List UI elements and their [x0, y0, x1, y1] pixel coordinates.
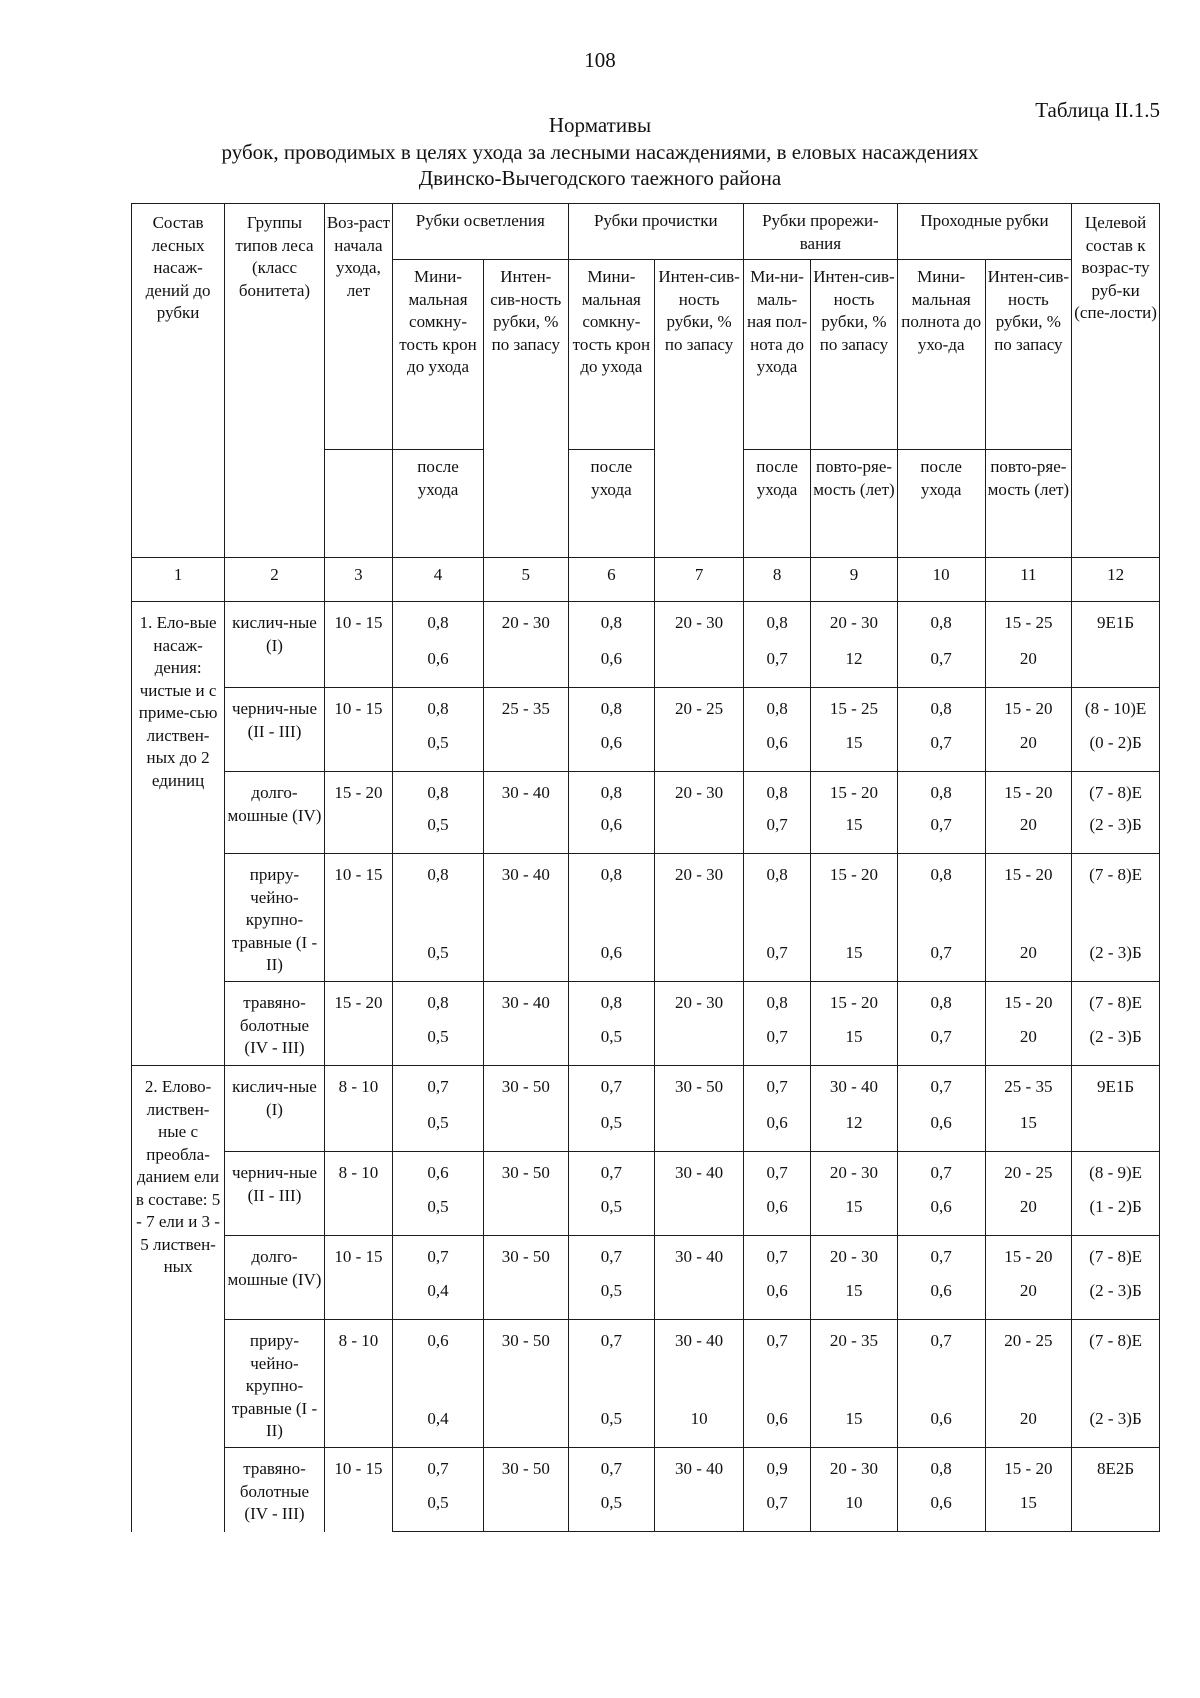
min-density-thinning-after-value: 0,6: [744, 1110, 811, 1152]
min-closure-clearing-value: 0,6: [393, 1152, 484, 1194]
intensity-passage-value: 20 - 25: [985, 1152, 1072, 1194]
header-composition: Состав лесных насаж-дений до рубки: [132, 204, 225, 558]
header-min-closure-cleaning: Мини-мальная сомкну-тость крон до ухода: [568, 260, 655, 450]
column-number: 10: [897, 558, 985, 602]
min-closure-cleaning-after-value: 0,5: [568, 1110, 655, 1152]
forest-type-cell: травяно-болотные (IV - III): [225, 1448, 325, 1532]
min-closure-clearing-value: 0,7: [393, 1236, 484, 1278]
target-composition-value: (7 - 8)Е: [1072, 982, 1160, 1024]
column-numbers-row: [132, 558, 1160, 602]
header-start-age-cont: [324, 450, 392, 558]
intensity-passage-after-value: 20: [985, 1194, 1072, 1236]
min-density-thinning-after-value: 0,7: [744, 940, 811, 982]
min-density-thinning-value: 0,7: [744, 1236, 811, 1278]
intensity-clearing-after-value: [484, 940, 569, 982]
forest-type-cell: чернич-ные (II - III): [225, 688, 325, 772]
header-min-density-thinning: Ми-ни-маль-ная пол-нота до ухода: [744, 260, 811, 450]
min-closure-clearing-after-value: 0,5: [393, 1024, 484, 1066]
start-age-cell: 10 - 15: [324, 1236, 392, 1320]
intensity-cleaning-value: 30 - 40: [655, 1320, 744, 1406]
min-closure-cleaning-after-value: 0,6: [568, 812, 655, 854]
intensity-cleaning-after-value: 10: [655, 1406, 744, 1448]
intensity-passage-value: 25 - 35: [985, 1066, 1072, 1110]
target-composition-after-value: (2 - 3)Б: [1072, 1406, 1160, 1448]
table-row: [132, 602, 1160, 646]
intensity-passage-value: 15 - 20: [985, 772, 1072, 812]
header-target-composition: Целевой состав к возрас-ту руб-ки (спе-лости): [1072, 204, 1160, 558]
header-start-age: Воз-раст начала ухода, лет: [324, 204, 392, 450]
page-number: 108: [584, 48, 616, 72]
forest-type-cell: долго-мошные (IV): [225, 1236, 325, 1320]
min-closure-cleaning-value: 0,8: [568, 772, 655, 812]
min-density-passage-value: 0,7: [897, 1152, 985, 1194]
intensity-cleaning-value: 20 - 30: [655, 602, 744, 646]
forest-type-cell: прирy-чейно-крупно-травные (I - II): [225, 854, 325, 982]
min-closure-clearing-after-value: 0,5: [393, 1110, 484, 1152]
intensity-thinning-value: 20 - 30: [811, 1236, 898, 1278]
intensity-passage-value: 15 - 20: [985, 688, 1072, 730]
intensity-clearing-value: 20 - 30: [484, 602, 569, 646]
min-closure-clearing-after-value: 0,5: [393, 1194, 484, 1236]
min-density-passage-after-value: 0,7: [897, 940, 985, 982]
column-number: 4: [393, 558, 484, 602]
intensity-clearing-after-value: [484, 730, 569, 772]
intensity-thinning-value: 20 - 30: [811, 1152, 898, 1194]
intensity-thinning-after-value: 15: [811, 940, 898, 982]
target-composition-after-value: (2 - 3)Б: [1072, 940, 1160, 982]
intensity-clearing-value: 30 - 40: [484, 772, 569, 812]
header-repeat-thinning: повто-ряе-мость (лет): [811, 450, 898, 558]
min-density-thinning-value: 0,7: [744, 1320, 811, 1406]
header-repeat-passage: повто-ряе-мость (лет): [985, 450, 1072, 558]
header-cleaning-cuts: Рубки прочистки: [568, 204, 743, 260]
header-after-care-clearing: после ухода: [393, 450, 484, 558]
header-min-density-passage: Мини-мальная полнота до ухо-да: [897, 260, 985, 450]
min-density-thinning-value: 0,7: [744, 1152, 811, 1194]
column-number: 3: [324, 558, 392, 602]
column-number: 7: [655, 558, 744, 602]
min-closure-clearing-after-value: 0,5: [393, 812, 484, 854]
table-row: [132, 1066, 1160, 1110]
min-density-passage-after-value: 0,6: [897, 1110, 985, 1152]
min-closure-clearing-value: 0,7: [393, 1448, 484, 1490]
header-clearing-cuts: Рубки осветления: [393, 204, 568, 260]
intensity-passage-value: 15 - 20: [985, 1236, 1072, 1278]
intensity-thinning-after-value: 15: [811, 730, 898, 772]
min-density-thinning-value: 0,8: [744, 772, 811, 812]
table-row: [132, 772, 1160, 812]
min-closure-cleaning-value: 0,8: [568, 688, 655, 730]
intensity-cleaning-after-value: [655, 1024, 744, 1066]
header-intensity-thinning: Интен-сив-ность рубки, % по запасу: [811, 260, 898, 450]
intensity-cleaning-value: 20 - 30: [655, 772, 744, 812]
table-header: [132, 204, 1160, 602]
min-density-thinning-after-value: 0,6: [744, 1278, 811, 1320]
min-density-passage-after-value: 0,6: [897, 1278, 985, 1320]
start-age-cell: 15 - 20: [324, 982, 392, 1066]
intensity-clearing-value: 30 - 50: [484, 1236, 569, 1278]
min-closure-cleaning-value: 0,7: [568, 1448, 655, 1490]
column-number: 12: [1072, 558, 1160, 602]
intensity-thinning-value: 15 - 20: [811, 982, 898, 1024]
min-density-passage-after-value: 0,7: [897, 1024, 985, 1066]
intensity-thinning-after-value: 15: [811, 1406, 898, 1448]
min-closure-clearing-value: 0,8: [393, 982, 484, 1024]
min-density-passage-value: 0,7: [897, 1236, 985, 1278]
min-closure-cleaning-after-value: 0,5: [568, 1194, 655, 1236]
min-closure-clearing-value: 0,8: [393, 772, 484, 812]
intensity-clearing-after-value: [484, 1490, 569, 1532]
table-title: Нормативы: [548, 113, 652, 137]
intensity-thinning-after-value: 10: [811, 1490, 898, 1532]
min-closure-clearing-after-value: 0,5: [393, 730, 484, 772]
min-closure-cleaning-after-value: 0,5: [568, 1024, 655, 1066]
min-density-thinning-after-value: 0,7: [744, 646, 811, 688]
target-composition-after-value: (2 - 3)Б: [1072, 1024, 1160, 1066]
intensity-cleaning-after-value: [655, 812, 744, 854]
min-density-thinning-after-value: 0,6: [744, 1194, 811, 1236]
intensity-passage-after-value: 20: [985, 812, 1072, 854]
intensity-clearing-after-value: [484, 1406, 569, 1448]
intensity-cleaning-value: 30 - 50: [655, 1066, 744, 1110]
intensity-passage-value: 20 - 25: [985, 1320, 1072, 1406]
min-closure-cleaning-after-value: 0,5: [568, 1406, 655, 1448]
min-density-passage-after-value: 0,6: [897, 1194, 985, 1236]
section-label: 2. Елово-листвен-ные с преобла-данием ели в составе: 5 - 7 ели и 3 - 5 листвен-ных: [132, 1066, 225, 1532]
intensity-thinning-after-value: 15: [811, 1024, 898, 1066]
header-intensity-cleaning: Интен-сив-ность рубки, % по запасу: [655, 260, 744, 558]
intensity-clearing-value: 30 - 40: [484, 982, 569, 1024]
intensity-cleaning-value: 20 - 25: [655, 688, 744, 730]
intensity-cleaning-after-value: [655, 1278, 744, 1320]
target-composition-after-value: (2 - 3)Б: [1072, 1278, 1160, 1320]
intensity-cleaning-value: 20 - 30: [655, 854, 744, 940]
forest-type-cell: кислич-ные (I): [225, 1066, 325, 1152]
min-density-passage-value: 0,8: [897, 602, 985, 646]
table-subtitle: рубок, проводимых в целях ухода за лесными насаждениями, в еловых насаждениях: [221, 140, 979, 164]
target-composition-after-value: [1072, 646, 1160, 688]
intensity-thinning-value: 20 - 30: [811, 602, 898, 646]
min-closure-cleaning-after-value: 0,6: [568, 646, 655, 688]
min-density-passage-value: 0,8: [897, 688, 985, 730]
intensity-cleaning-after-value: [655, 1110, 744, 1152]
min-closure-clearing-value: 0,6: [393, 1320, 484, 1406]
norms-table: [131, 203, 1160, 1532]
min-closure-cleaning-after-value: 0,6: [568, 730, 655, 772]
table-row: [132, 1448, 1160, 1490]
min-density-passage-value: 0,7: [897, 1320, 985, 1406]
table-body: [132, 602, 1160, 1532]
target-composition-value: (7 - 8)Е: [1072, 772, 1160, 812]
column-number: 1: [132, 558, 225, 602]
intensity-thinning-value: 15 - 20: [811, 772, 898, 812]
intensity-passage-after-value: 20: [985, 646, 1072, 688]
intensity-clearing-after-value: [484, 646, 569, 688]
min-closure-cleaning-value: 0,7: [568, 1152, 655, 1194]
intensity-clearing-after-value: [484, 1194, 569, 1236]
min-closure-clearing-after-value: 0,4: [393, 1406, 484, 1448]
min-closure-cleaning-value: 0,7: [568, 1320, 655, 1406]
intensity-passage-after-value: 20: [985, 1406, 1072, 1448]
header-intensity-passage: Интен-сив-ность рубки, % по запасу: [985, 260, 1072, 450]
table-row: [132, 854, 1160, 940]
min-closure-cleaning-after-value: 0,5: [568, 1278, 655, 1320]
min-closure-clearing-after-value: 0,4: [393, 1278, 484, 1320]
header-after-care-passage: после ухода: [897, 450, 985, 558]
intensity-clearing-value: 30 - 50: [484, 1066, 569, 1110]
intensity-cleaning-after-value: [655, 1490, 744, 1532]
min-density-passage-value: 0,7: [897, 1066, 985, 1110]
column-number: 11: [985, 558, 1072, 602]
intensity-cleaning-after-value: [655, 1194, 744, 1236]
intensity-clearing-after-value: [484, 1110, 569, 1152]
intensity-cleaning-after-value: [655, 940, 744, 982]
min-closure-clearing-after-value: 0,6: [393, 646, 484, 688]
intensity-cleaning-value: 30 - 40: [655, 1236, 744, 1278]
target-composition-value: 8Е2Б: [1072, 1448, 1160, 1490]
min-closure-clearing-value: 0,8: [393, 854, 484, 940]
min-density-thinning-value: 0,9: [744, 1448, 811, 1490]
target-composition-after-value: [1072, 1490, 1160, 1532]
min-density-thinning-after-value: 0,7: [744, 812, 811, 854]
target-composition-value: (7 - 8)Е: [1072, 854, 1160, 940]
intensity-passage-value: 15 - 20: [985, 1448, 1072, 1490]
header-thinning-cuts: Рубки прорежи-вания: [744, 204, 898, 260]
intensity-thinning-after-value: 15: [811, 1194, 898, 1236]
column-number: 9: [811, 558, 898, 602]
intensity-thinning-after-value: 15: [811, 812, 898, 854]
header-after-care-cleaning: после ухода: [568, 450, 655, 558]
start-age-cell: 8 - 10: [324, 1320, 392, 1448]
forest-type-cell: приру-чейно-крупно-травные (I - II): [225, 1320, 325, 1448]
target-composition-value: (8 - 9)Е: [1072, 1152, 1160, 1194]
table-subtitle-region: Двинско-Вычегодского таежного района: [418, 166, 782, 190]
intensity-clearing-value: 25 - 35: [484, 688, 569, 730]
intensity-clearing-after-value: [484, 1024, 569, 1066]
start-age-cell: 10 - 15: [324, 1448, 392, 1532]
column-number: 6: [568, 558, 655, 602]
min-closure-cleaning-value: 0,7: [568, 1066, 655, 1110]
forest-type-cell: кислич-ные (I): [225, 602, 325, 688]
section-label: 1. Ело-вые насаж-дения: чистые и с приме-сью листвен-ных до 2 единиц: [132, 602, 225, 1066]
intensity-thinning-value: 20 - 35: [811, 1320, 898, 1406]
forest-type-cell: чернич-ные (II - III): [225, 1152, 325, 1236]
start-age-cell: 8 - 10: [324, 1066, 392, 1152]
intensity-thinning-after-value: 12: [811, 646, 898, 688]
intensity-clearing-after-value: [484, 1278, 569, 1320]
min-density-passage-after-value: 0,6: [897, 1406, 985, 1448]
min-density-passage-after-value: 0,7: [897, 730, 985, 772]
table-row: [132, 982, 1160, 1024]
min-closure-cleaning-value: 0,8: [568, 602, 655, 646]
min-density-passage-after-value: 0,6: [897, 1490, 985, 1532]
min-density-thinning-value: 0,8: [744, 982, 811, 1024]
start-age-cell: 10 - 15: [324, 602, 392, 688]
header-min-closure-clearing: Мини-мальная сомкну-тость крон до ухода: [393, 260, 484, 450]
intensity-passage-after-value: 15: [985, 1110, 1072, 1152]
min-density-passage-value: 0,8: [897, 982, 985, 1024]
intensity-passage-value: 15 - 20: [985, 982, 1072, 1024]
intensity-passage-after-value: 15: [985, 1490, 1072, 1532]
min-closure-cleaning-after-value: 0,6: [568, 940, 655, 982]
column-number: 8: [744, 558, 811, 602]
min-density-thinning-value: 0,8: [744, 688, 811, 730]
min-density-thinning-after-value: 0,7: [744, 1024, 811, 1066]
min-density-passage-after-value: 0,7: [897, 812, 985, 854]
min-density-passage-after-value: 0,7: [897, 646, 985, 688]
min-density-thinning-value: 0,7: [744, 1066, 811, 1110]
header-passage-cuts: Проходные рубки: [897, 204, 1071, 260]
intensity-clearing-value: 30 - 50: [484, 1448, 569, 1490]
column-number: 5: [484, 558, 569, 602]
column-number: 2: [225, 558, 325, 602]
intensity-cleaning-value: 30 - 40: [655, 1448, 744, 1490]
intensity-cleaning-after-value: [655, 730, 744, 772]
intensity-passage-after-value: 20: [985, 940, 1072, 982]
intensity-thinning-value: 15 - 25: [811, 688, 898, 730]
forest-type-cell: травяно-болотные (IV - III): [225, 982, 325, 1066]
intensity-clearing-value: 30 - 50: [484, 1320, 569, 1406]
target-composition-value: (7 - 8)Е: [1072, 1236, 1160, 1278]
min-density-thinning-after-value: 0,7: [744, 1490, 811, 1532]
table-label: Таблица II.1.5: [1035, 98, 1160, 122]
target-composition-value: (8 - 10)Е: [1072, 688, 1160, 730]
table-row: [132, 1152, 1160, 1194]
intensity-passage-after-value: 20: [985, 730, 1072, 772]
min-density-thinning-after-value: 0,6: [744, 1406, 811, 1448]
min-closure-cleaning-after-value: 0,5: [568, 1490, 655, 1532]
min-density-thinning-value: 0,8: [744, 854, 811, 940]
intensity-thinning-after-value: 12: [811, 1110, 898, 1152]
min-density-passage-value: 0,8: [897, 1448, 985, 1490]
intensity-passage-after-value: 20: [985, 1024, 1072, 1066]
intensity-thinning-value: 15 - 20: [811, 854, 898, 940]
start-age-cell: 10 - 15: [324, 854, 392, 982]
min-closure-cleaning-value: 0,7: [568, 1236, 655, 1278]
intensity-clearing-value: 30 - 40: [484, 854, 569, 940]
min-density-passage-value: 0,8: [897, 772, 985, 812]
target-composition-value: 9Е1Б: [1072, 1066, 1160, 1110]
start-age-cell: 15 - 20: [324, 772, 392, 854]
intensity-passage-after-value: 20: [985, 1278, 1072, 1320]
min-density-passage-value: 0,8: [897, 854, 985, 940]
table-row: [132, 1236, 1160, 1278]
min-closure-clearing-after-value: 0,5: [393, 1490, 484, 1532]
intensity-passage-value: 15 - 25: [985, 602, 1072, 646]
target-composition-after-value: (0 - 2)Б: [1072, 730, 1160, 772]
table-row: [132, 1320, 1160, 1406]
target-composition-after-value: (2 - 3)Б: [1072, 812, 1160, 854]
min-closure-clearing-value: 0,8: [393, 602, 484, 646]
target-composition-after-value: [1072, 1110, 1160, 1152]
start-age-cell: 10 - 15: [324, 688, 392, 772]
header-forest-type-groups: Группы типов леса (класс бонитета): [225, 204, 325, 558]
forest-type-cell: долго-мошные (IV): [225, 772, 325, 854]
intensity-thinning-value: 30 - 40: [811, 1066, 898, 1110]
min-closure-clearing-value: 0,7: [393, 1066, 484, 1110]
min-closure-clearing-after-value: 0,5: [393, 940, 484, 982]
intensity-clearing-after-value: [484, 812, 569, 854]
target-composition-after-value: (1 - 2)Б: [1072, 1194, 1160, 1236]
min-density-thinning-value: 0,8: [744, 602, 811, 646]
header-after-care-thinning: после ухода: [744, 450, 811, 558]
target-composition-value: 9Е1Б: [1072, 602, 1160, 646]
min-closure-clearing-value: 0,8: [393, 688, 484, 730]
min-density-thinning-after-value: 0,6: [744, 730, 811, 772]
intensity-passage-value: 15 - 20: [985, 854, 1072, 940]
intensity-thinning-after-value: 15: [811, 1278, 898, 1320]
intensity-thinning-value: 20 - 30: [811, 1448, 898, 1490]
min-closure-cleaning-value: 0,8: [568, 854, 655, 940]
intensity-cleaning-value: 20 - 30: [655, 982, 744, 1024]
min-closure-cleaning-value: 0,8: [568, 982, 655, 1024]
start-age-cell: 8 - 10: [324, 1152, 392, 1236]
target-composition-value: (7 - 8)Е: [1072, 1320, 1160, 1406]
intensity-cleaning-value: 30 - 40: [655, 1152, 744, 1194]
intensity-cleaning-after-value: [655, 646, 744, 688]
intensity-clearing-value: 30 - 50: [484, 1152, 569, 1194]
header-intensity-clearing: Интен-сив-ность рубки, % по запасу: [484, 260, 569, 558]
table-row: [132, 688, 1160, 730]
